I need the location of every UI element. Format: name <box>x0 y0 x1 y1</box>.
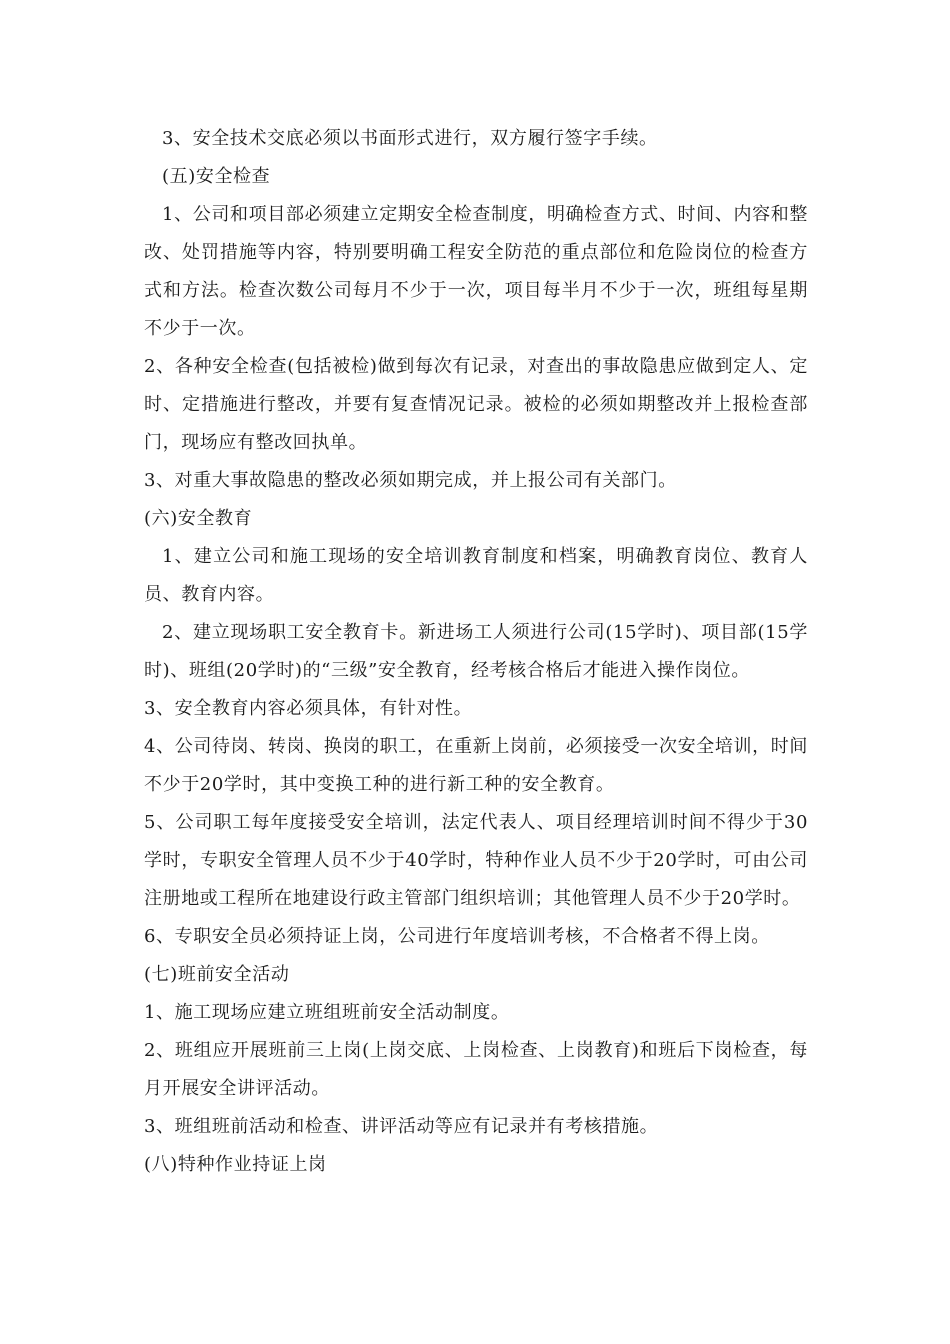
paragraph-education-3: 3、安全教育内容必须具体，有针对性。 <box>144 698 473 719</box>
document-body <box>144 120 808 1184</box>
paragraph-education-2: 2、建立现场职工安全教育卡。新进场工人须进行公司(15学时)、项目部(15学时)、班组(20学时)的“三级”安全教育，经考核合格后才能进入操作岗位。 <box>144 622 808 681</box>
section-heading-5: (五)安全检查 <box>162 166 271 187</box>
paragraph-inspection-3: 3、对重大事故隐患的整改必须如期完成，并上报公司有关部门。 <box>144 470 677 491</box>
paragraph-inspection-2: 2、各种安全检查(包括被检)做到每次有记录，对查出的事故隐患应做到定人、定时、定措施进行整改，并要有复查情况记录。被检的必须如期整改并上报检查部门，现场应有整改回执单。 <box>144 356 808 453</box>
paragraph-inspection-1: 1、公司和项目部必须建立定期安全检查制度，明确检查方式、时间、内容和整改、处罚措施等内容，特别要明确工程安全防范的重点部位和危险岗位的检查方式和方法。检查次数公司每月不少于一次，项目每半月不少于一次，班组每星期不少于一次。 <box>144 204 808 339</box>
paragraph-education-1: 1、建立公司和施工现场的安全培训教育制度和档案，明确教育岗位、教育人员、教育内容。 <box>144 546 808 605</box>
paragraph-preshift-1: 1、施工现场应建立班组班前安全活动制度。 <box>144 1002 510 1023</box>
paragraph-education-4: 4、公司待岗、转岗、换岗的职工，在重新上岗前，必须接受一次安全培训，时间不少于20学时，其中变换工种的进行新工种的安全教育。 <box>144 736 808 795</box>
section-heading-6: (六)安全教育 <box>144 508 253 529</box>
paragraph-tech-briefing-3: 3、安全技术交底必须以书面形式进行，双方履行签字手续。 <box>162 128 658 149</box>
paragraph-preshift-3: 3、班组班前活动和检查、讲评活动等应有记录并有考核措施。 <box>144 1116 659 1137</box>
paragraph-education-5: 5、公司职工每年度接受安全培训，法定代表人、项目经理培训时间不得少于30学时，专职安全管理人员不少于40学时，特种作业人员不少于20学时，可由公司注册地或工程所在地建设行政主管部门组织培训；其他管理人员不少于20学时。 <box>144 812 808 909</box>
section-heading-8: (八)特种作业持证上岗 <box>144 1154 327 1175</box>
section-heading-7: (七)班前安全活动 <box>144 964 290 985</box>
paragraph-preshift-2: 2、班组应开展班前三上岗(上岗交底、上岗检查、上岗教育)和班后下岗检查，每月开展安全讲评活动。 <box>144 1040 808 1099</box>
paragraph-education-6: 6、专职安全员必须持证上岗，公司进行年度培训考核，不合格者不得上岗。 <box>144 926 770 947</box>
